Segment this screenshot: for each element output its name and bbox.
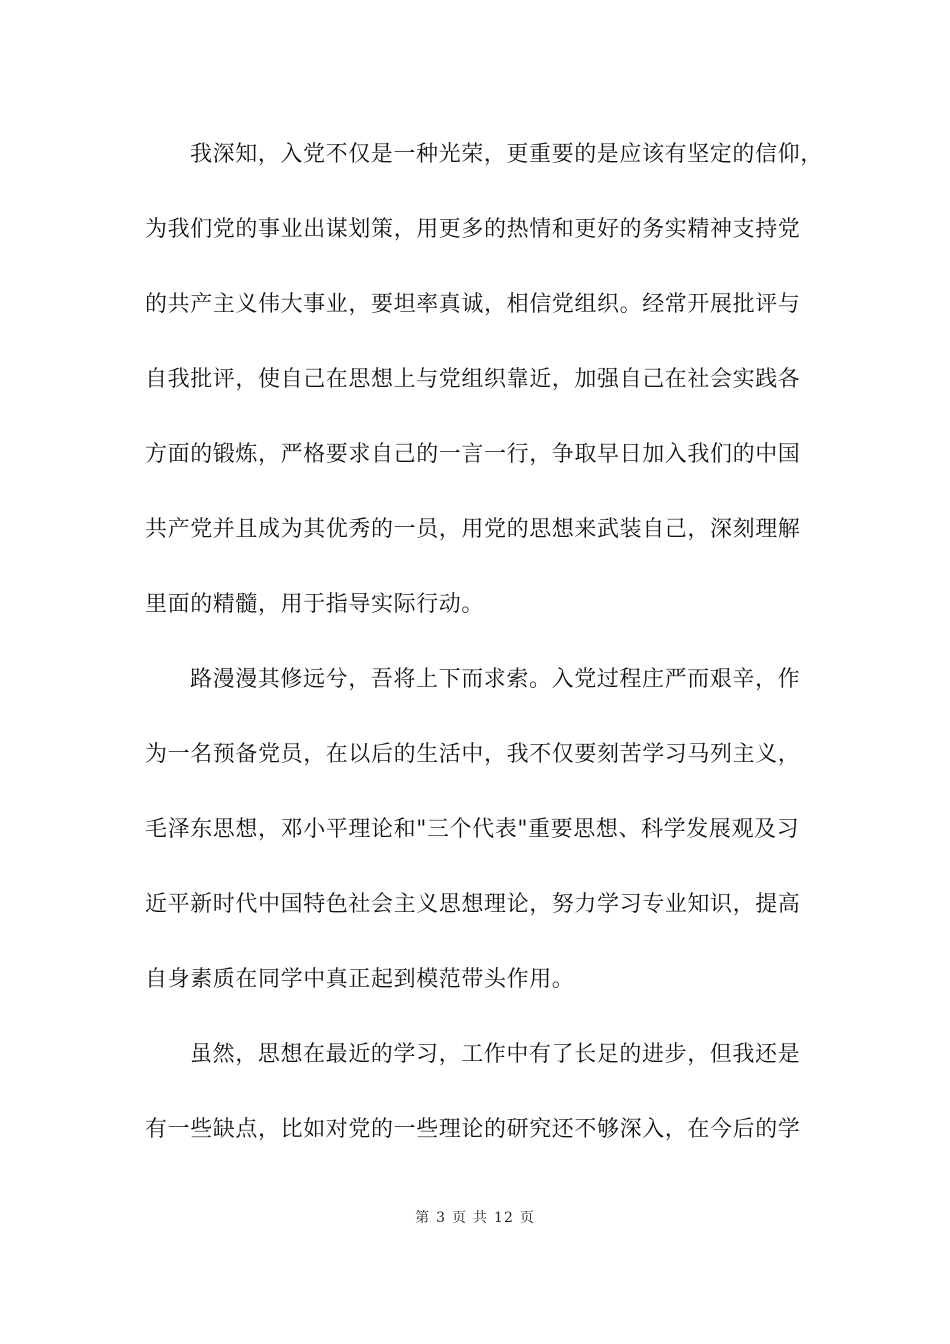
text-line: 有一些缺点，比如对党的一些理论的研究还不够深入，在今后的学 bbox=[145, 1117, 801, 1142]
text-line: 自我批评，使自己在思想上与党组织靠近，加强自己在社会实践各 bbox=[145, 367, 801, 392]
paragraph-3 bbox=[145, 1032, 809, 1182]
footer-prefix: 第 bbox=[415, 1210, 431, 1226]
footer-suffix: 页 bbox=[519, 1210, 535, 1226]
text-line: 自身素质在同学中真正起到模范带头作用。 bbox=[145, 967, 575, 992]
total-pages-number: 12 bbox=[494, 1210, 514, 1226]
text-line: 的共产主义伟大事业，要坦率真诚，相信党组织。经常开展批评与 bbox=[145, 292, 801, 317]
paragraph-2 bbox=[145, 657, 809, 1032]
text-line: 毛泽东思想，邓小平理论和"三个代表"重要思想、科学发展观及习 bbox=[145, 817, 800, 842]
document-body bbox=[145, 132, 823, 1182]
text-line: 为一名预备党员，在以后的生活中，我不仅要刻苦学习马列主义， bbox=[145, 742, 801, 767]
text-line: 近平新时代中国特色社会主义思想理论，努力学习专业知识，提高 bbox=[145, 892, 801, 917]
text-line: 虽然，思想在最近的学习，工作中有了长足的进步，但我还是 bbox=[190, 1042, 801, 1067]
text-line: 路漫漫其修远兮，吾将上下而求索。入党过程庄严而艰辛，作 bbox=[190, 667, 801, 692]
text-line: 我深知，入党不仅是一种光荣，更重要的是应该有坚定的信仰， bbox=[190, 142, 823, 167]
text-line: 为我们党的事业出谋划策，用更多的热情和更好的务实精神支持党 bbox=[145, 217, 801, 242]
footer-total-word: 共 bbox=[473, 1210, 489, 1226]
text-line: 共产党并且成为其优秀的一员，用党的思想来武装自己，深刻理解 bbox=[145, 517, 801, 542]
page-footer bbox=[0, 1209, 950, 1227]
text-line: 方面的锻炼，严格要求自己的一言一行，争取早日加入我们的中国 bbox=[145, 442, 801, 467]
footer-page-word: 页 bbox=[452, 1210, 468, 1226]
current-page-number: 3 bbox=[436, 1210, 447, 1226]
paragraph-1 bbox=[145, 132, 823, 657]
text-line: 里面的精髓，用于指导实际行动。 bbox=[145, 592, 485, 617]
